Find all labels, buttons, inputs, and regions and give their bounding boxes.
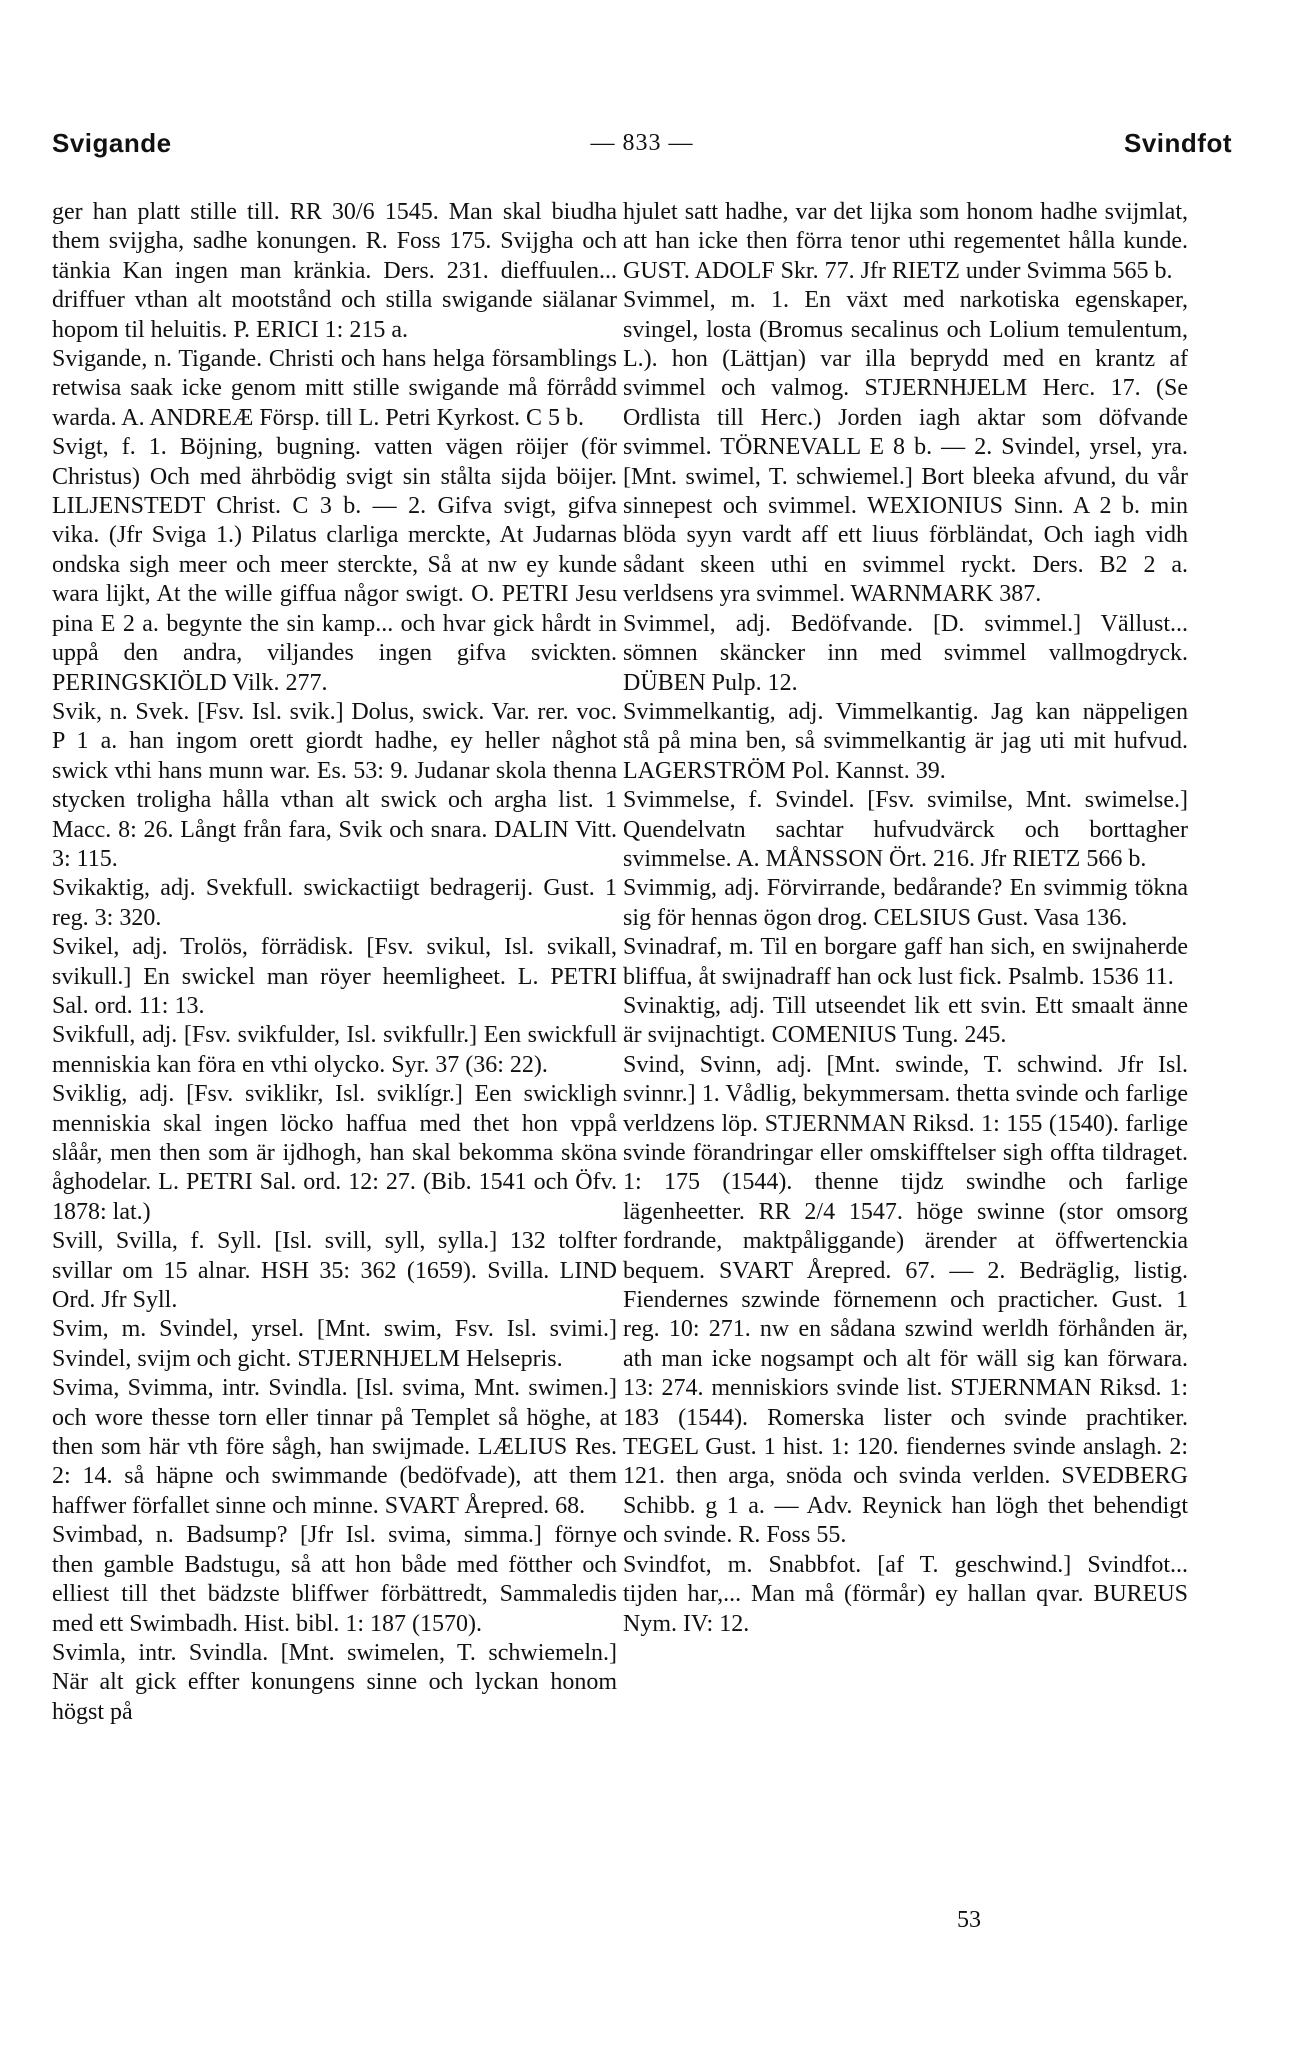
entry-svill: Svill, Svilla, f. Syll. [Isl. svill, syll, sylla.] 132 tolfter svillar om 15 alnar. HSH 35: 362 (1659). Svilla. LIND Ord. Jfr Syll. (52, 1228, 617, 1314)
entry-svikaktig: Svikaktig, adj. Svekfull. swickactiigt bedragerij. Gust. 1 reg. 3: 320. (52, 875, 617, 931)
entry-svimmig: Svimmig, adj. Förvirrande, bedårande? En svimmig tökna sig för hennas ögon drog. CELSIUS Gust. Vasa 136. (623, 875, 1188, 931)
entry-sviklig: Sviklig, adj. [Fsv. sviklikr, Isl. sviklígr.] Een swickligh menniskia skal ingen löcko haffua med thet hon vppå slåår, men then som är ijdhogh, han skal bekomma sköna åghodelar. L. PETRI Sal. ord. 12: 27. (Bib. 1541 och Öfv. 1878: lat.) (52, 1081, 617, 1225)
entry-svimmelkantig: Svimmelkantig, adj. Vimmelkantig. Jag kan näppeligen stå på mina ben, så svimmelkantig är jag uti mit hufvud. LAGERSTRÖM Pol. Kannst. 39. (623, 698, 1188, 784)
entry-svikel: Svikel, adj. Trolös, förrädisk. [Fsv. svikul, Isl. svikall, svikull.] En swickel man röyer heemligheet. L. PETRI Sal. ord. 11: 13. (52, 934, 617, 1019)
entry-svik: Svik, n. Svek. [Fsv. Isl. svik.] Dolus, swick. Var. rer. voc. P 1 a. han ingom orett giordt hadhe, ey heller någhot swick vthi hans munn war. Es. 53: 9. Judanar skola thenna stycken troligha hålla vthan alt swick och argha list. 1 Macc. 8: 26. Långt från fara, Svik och snara. DALIN Vitt. 3: 115. (52, 698, 617, 872)
entry-svind: Svind, Svinn, adj. [Mnt. swinde, T. schwind. Jfr Isl. svinnr.] 1. Vådlig, bekymmersam. thetta svinde och farlige verldzens löp. STJERNMAN Riksd. 1: 155 (1540). farlige svinde förandringar eller omskifftelser sigh offta tildraget. 1: 175 (1544). thenne tijdz swindhe och farlige lägenheetter. RR 2/4 1547. höge swinne (stor omsorg fordrande, maktpåliggande) ärender at öffwertenckia bequem. SVART Årepred. 67. — 2. Bedräglig, listig. Fiendernes szwinde förnemenn och practicher. Gust. 1 reg. 10: 271. nw en sådana szwind werldh förhånden är, ath man icke nogsampt och alt för wäll sig kan förwara. 13: 274. menniskiors svinde list. STJERNMAN Riksd. 1: 183 (1544). Romerska lister och svinde prachtiker. TEGEL Gust. 1 hist. 1: 120. fiendernes svinde anslagh. 2: 121. then arga, snöda och svinda verlden. SVEDBERG Schibb. g 1 a. — Adv. Reynick han lögh thet behendigt och svinde. R. Foss 55. (623, 1051, 1188, 1549)
entry-svinaktig: Svinaktig, adj. Till utseendet lik ett svin. Ett smaalt änne är svijnachtigt. COMENIUS Tung. 245. (623, 992, 1188, 1049)
header-guide-word-right: Svindfot (1124, 128, 1232, 158)
left-column (52, 198, 617, 1727)
page-header (52, 128, 1232, 168)
entry-svimmel-noun: Svimmel, m. 1. En växt med narkotiska egenskaper, svingel, losta (Bromus secalinus och Lolium temulentum, L.). hon (Lättjan) var illa beprydd med en krantz af svimmel och valmog. STJERNHJELM Herc. 17. (Se Ordlista till Herc.) Jorden iagh aktar som döfvande svimmel. TÖRNEVALL E 8 b. — 2. Svindel, yrsel, yra. [Mnt. swimel, T. schwiemel.] Bort bleeka afvund, du vår sinnepest och svimmel. WEXIONIUS Sinn. A 2 b. min blöda syyn vardt aff ett liuus förbländat, Och iagh vidh sådant skeen uthi en svimmel ryckt. Ders. B2 2 a. verldsens yra svimmel. WARNMARK 387. (623, 287, 1188, 608)
entry-svimbad: Svimbad, n. Badsump? [Jfr Isl. svima, simma.] förnye then gamble Badstugu, så att hon både med fötther och elliest till thet bädzste bliffwer förbättredt, Sammaledis med ett Swimbadh. Hist. bibl. 1: 187 (1570). (52, 1522, 617, 1637)
header-guide-word-left: Svigande (52, 128, 172, 158)
entry-svindfot: Svindfot, m. Snabbfot. [af T. geschwind.] Svindfot... tijden har,... Man må (förmår) ey hallan qvar. BUREUS Nym. IV: 12. (623, 1551, 1188, 1637)
entry-svigande: Svigande, n. Tigande. Christi och hans helga församblings retwisa saak icke genom mitt stille swigande må förrådd warda. A. ANDREÆ Försp. till L. Petri Kyrkost. C 5 b. (52, 346, 617, 431)
entry-svimmel-adj: Svimmel, adj. Bedöfvande. [D. svimmel.] Vällust... sömnen skäncker inn med svimmel vallmogdryck. DÜBEN Pulp. 12. (623, 610, 1188, 696)
entry-continuation: ger han platt stille till. RR 30/6 1545. Man skal biudha them svijgha, sadhe konungen. R. Foss 175. Svijgha och tänkia Kan ingen man kränkia. Ders. 231. dieffuulen... driffuer vthan alt mootstånd och stilla swigande siälanar hopom til heluitis. P. ERICI 1: 215 a. (52, 199, 617, 343)
header-page-number: — 833 — (590, 130, 694, 156)
entry-svinadraf: Svinadraf, m. Til en borgare gaff han sich, en swijnaherde bliffua, åt swijnadraff han ock lust fick. Psalmb. 1536 11. (623, 934, 1188, 990)
entry-svim: Svim, m. Svindel, yrsel. [Mnt. swim, Fsv. Isl. svimi.] Svindel, svijm och gicht. STJERNHJELM Helsepris. (52, 1316, 617, 1372)
entry-svikfull: Svikfull, adj. [Fsv. svikfulder, Isl. svikfullr.] Een swickfull menniskia kan föra en vthi olycko. Syr. 37 (36: 22). (52, 1022, 617, 1078)
signature-number: 53 (957, 1907, 981, 1933)
entry-svimla: Svimla, intr. Svindla. [Mnt. swimelen, T. schwiemeln.] När alt gick effter konungens sinne och lyckan honom högst på (52, 1639, 617, 1725)
entry-svigt: Svigt, f. 1. Böjning, bugning. vatten vägen röijer (för Christus) Och med ährbödig svigt sin stålta sijda böijer. LILJENSTEDT Christ. C 3 b. — 2. Gifva svigt, gifva vika. (Jfr Sviga 1.) Pilatus clarliga merckte, At Judarnas ondska sigh meer och meer sterckte, Så at nw ey kunde wara lijkt, At the wille giffua någor swigt. O. PETRI Jesu pina E 2 a. begynte the sin kamp... och hvar gick hårdt in uppå den andra, viljandes ingen gifva svickten. PERINGSKIÖLD Vilk. 277. (52, 434, 617, 696)
entry-svima: Svima, Svimma, intr. Svindla. [Isl. svima, Mnt. swimen.] och wore thesse torn eller tinnar på Templet så höghe, at then som här vth före sågh, han swijmade. LÆLIUS Res. 2: 14. så häpne och swimmande (bedöfvade), att them haffwer förfallet sinne och minne. SVART Årepred. 68. (52, 1375, 617, 1519)
right-column (623, 198, 1188, 1639)
entry-svimla-continued: hjulet satt hadhe, var det lijka som honom hadhe svijmlat, att han icke then förra tenor uthi regementet hålla kunde. GUST. ADOLF Skr. 77. Jfr RIETZ under Svimma 565 b. (623, 199, 1188, 284)
entry-svimmelse: Svimmelse, f. Svindel. [Fsv. svimilse, Mnt. swimelse.] Quendelvatn sachtar hufvudvärck och borttagher svimmelse. A. MÅNSSON Ört. 216. Jfr RIETZ 566 b. (623, 787, 1188, 872)
